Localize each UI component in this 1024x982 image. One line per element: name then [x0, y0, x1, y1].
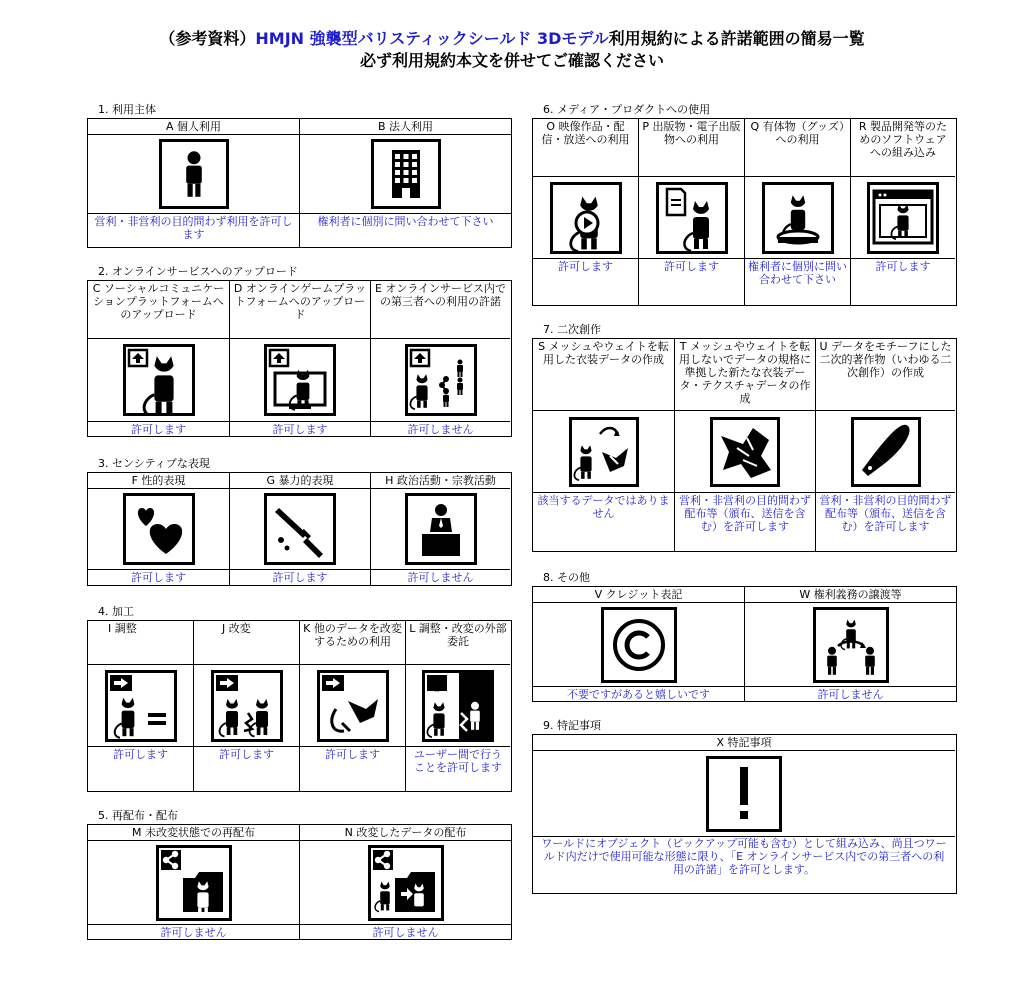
- pen-icon: [851, 417, 921, 487]
- item-header: Q 有体物（グッズ）への利用: [745, 119, 850, 177]
- section-title: 5. 再配布・配布: [98, 809, 178, 822]
- section-sensitive-expression: [87, 456, 512, 586]
- item-permission: 権利者に個別に問い合わせて下さい: [748, 260, 847, 286]
- section-title: 6. メディア・プロダクトへの使用: [543, 103, 711, 116]
- item-header: D オンラインゲームプラットフォームへのアップロード: [230, 281, 370, 339]
- license-item-a: [88, 119, 300, 247]
- license-table: [87, 280, 512, 437]
- publication-icon: [656, 182, 728, 254]
- license-item-u: [816, 339, 955, 551]
- license-table: [87, 472, 512, 586]
- item-permission: ユーザー間で行うことを許可します: [414, 748, 502, 774]
- license-table: [87, 118, 512, 248]
- redistribute-icon: [156, 845, 232, 921]
- license-item-p: [639, 119, 745, 305]
- item-header: U データをモチーフにした二次的著作物（いわゆる二次創作）の作成: [816, 339, 955, 411]
- license-item-v: [533, 587, 745, 701]
- item-permission: 許可します: [219, 748, 274, 761]
- podium-icon: [405, 493, 477, 565]
- license-item-o: [533, 119, 639, 305]
- item-header: S メッシュやウェイトを転用した衣装データの作成: [533, 339, 674, 411]
- distribute-modified-icon: [368, 845, 444, 921]
- section-media-products: [532, 102, 957, 306]
- section-online-upload: [87, 264, 512, 437]
- item-permission: 許可します: [664, 260, 719, 273]
- license-item-w: [745, 587, 956, 701]
- item-header: I 調整: [88, 621, 193, 665]
- modify-other-icon: [317, 670, 389, 742]
- section-title: 7. 二次創作: [543, 323, 601, 336]
- section-usage-subject: [87, 102, 512, 248]
- item-permission: ワールドにオブジェクト（ピックアップ可能も含む）として組み込み、尚且つワールド内だけで使用可能な形態に限り、「E オンラインサービス内での第三者への利用の許諾」を許可とします。: [541, 837, 947, 876]
- license-item-h: [371, 473, 510, 585]
- copyright-icon: [601, 607, 677, 683]
- item-header: M 未改変状態での再配布: [88, 825, 299, 841]
- item-permission: 不要ですがあると嬉しいです: [567, 688, 710, 701]
- item-permission: 許可しません: [817, 688, 884, 701]
- license-item-f: [88, 473, 230, 585]
- outsource-icon: [422, 670, 494, 742]
- item-permission: 許可します: [272, 571, 328, 584]
- section-title: 3. センシティブな表現: [98, 457, 210, 470]
- software-icon: [867, 182, 939, 254]
- person-icon: [159, 139, 229, 209]
- item-header: P 出版物・電子出版物への利用: [639, 119, 744, 177]
- item-permission: 許可します: [131, 423, 186, 436]
- license-item-x: [533, 735, 955, 893]
- item-header: T メッシュやウェイトを転用しないでデータの規格に準拠した新たな衣装データ・テクスチャデータの作成: [675, 339, 815, 411]
- item-permission: 許可します: [131, 571, 186, 584]
- knife-icon: [264, 493, 336, 565]
- section-special-notes: [532, 718, 957, 894]
- title-prefix: （参考資料）: [159, 29, 256, 48]
- title-line-2: 必ず利用規約本文を併せてご確認ください: [359, 51, 664, 70]
- license-item-j: [194, 621, 300, 791]
- title-product-name: HMJN 強襲型バリスティックシールド 3Dモデル: [255, 29, 609, 48]
- page-title: [0, 28, 1024, 72]
- item-permission: 営利・非営利の目的問わず利用を許可します: [94, 215, 293, 241]
- license-item-l: [406, 621, 510, 791]
- title-suffix: 利用規約による許諾範囲の簡易一覧: [608, 29, 865, 48]
- license-item-s: [533, 339, 675, 551]
- license-table: [532, 734, 957, 894]
- license-item-d: [230, 281, 371, 436]
- item-permission: 許可します: [113, 748, 168, 761]
- item-header: R 製品開発等のためのソフトウェアへの組み込み: [851, 119, 955, 177]
- game-upload-icon: [264, 344, 336, 416]
- adjust-icon: [105, 670, 177, 742]
- item-header: B 法人利用: [300, 119, 511, 135]
- section-title: 2. オンラインサービスへのアップロード: [98, 265, 298, 278]
- item-header: J 改変: [194, 621, 299, 665]
- third-party-share-icon: [405, 344, 477, 416]
- item-header: N 改変したデータの配布: [300, 825, 511, 841]
- modify-icon: [211, 670, 283, 742]
- license-item-q: [745, 119, 851, 305]
- item-header: V クレジット表記: [533, 587, 744, 603]
- license-table: [532, 118, 957, 306]
- license-item-e: [371, 281, 510, 436]
- section-redistribution: [87, 808, 512, 940]
- license-table: [532, 586, 957, 702]
- item-permission: 許可します: [325, 748, 380, 761]
- exclamation-icon: [706, 756, 782, 832]
- section-derivative-works: [532, 322, 957, 552]
- section-title: 9. 特記事項: [543, 719, 601, 732]
- item-header: E オンラインサービス内での第三者への利用の許諾: [371, 281, 510, 339]
- item-header: O 映像作品・配信・放送への利用: [533, 119, 638, 177]
- social-upload-icon: [123, 344, 195, 416]
- item-permission: 許可しません: [160, 926, 227, 939]
- figure-icon: [762, 182, 834, 254]
- item-header: G 暴力的表現: [230, 473, 370, 489]
- license-item-g: [230, 473, 371, 585]
- item-header: W 権利義務の譲渡等: [745, 587, 956, 603]
- license-item-m: [88, 825, 300, 939]
- license-item-k: [300, 621, 406, 791]
- item-permission: 許可します: [272, 423, 328, 436]
- hearts-icon: [123, 493, 195, 565]
- transfer-icon: [813, 607, 889, 683]
- license-item-t: [675, 339, 816, 551]
- license-item-r: [851, 119, 955, 305]
- item-header: L 調整・改変の外部委託: [406, 621, 510, 665]
- section-processing: [87, 604, 512, 792]
- item-permission: 権利者に個別に問い合わせて下さい: [317, 215, 494, 228]
- item-permission: 営利・非営利の目的問わず配布等（頒布、送信を含む）を許可します: [819, 494, 952, 533]
- costume-transfer-icon: [569, 417, 639, 487]
- video-icon: [550, 182, 622, 254]
- item-header: K 他のデータを改変するための利用: [300, 621, 405, 665]
- license-item-i: [88, 621, 194, 791]
- item-header: A 個人利用: [88, 119, 299, 135]
- item-permission: 許可しません: [407, 571, 474, 584]
- license-item-n: [300, 825, 511, 939]
- new-costume-icon: [710, 417, 780, 487]
- license-item-c: [88, 281, 230, 436]
- item-header: X 特記事項: [533, 735, 955, 751]
- item-permission: 許可します: [558, 260, 613, 273]
- item-permission: 許可しません: [407, 423, 474, 436]
- item-permission: 許可します: [875, 260, 931, 273]
- item-header: H 政治活動・宗教活動: [371, 473, 510, 489]
- item-header: F 性的表現: [88, 473, 229, 489]
- item-permission: 許可しません: [372, 926, 439, 939]
- section-title: 1. 利用主体: [98, 103, 156, 116]
- license-table: [87, 620, 512, 792]
- title-line-1: [0, 28, 1024, 50]
- license-table: [87, 824, 512, 940]
- building-icon: [371, 139, 441, 209]
- item-header: C ソーシャルコミュニケーションプラットフォームへのアップロード: [88, 281, 229, 339]
- section-other: [532, 570, 957, 702]
- section-title: 4. 加工: [98, 605, 134, 618]
- license-table: [532, 338, 957, 552]
- license-item-b: [300, 119, 511, 247]
- item-permission: 該当するデータではありません: [537, 494, 670, 520]
- item-permission: 営利・非営利の目的問わず配布等（頒布、送信を含む）を許可します: [679, 494, 811, 533]
- section-title: 8. その他: [543, 571, 590, 584]
